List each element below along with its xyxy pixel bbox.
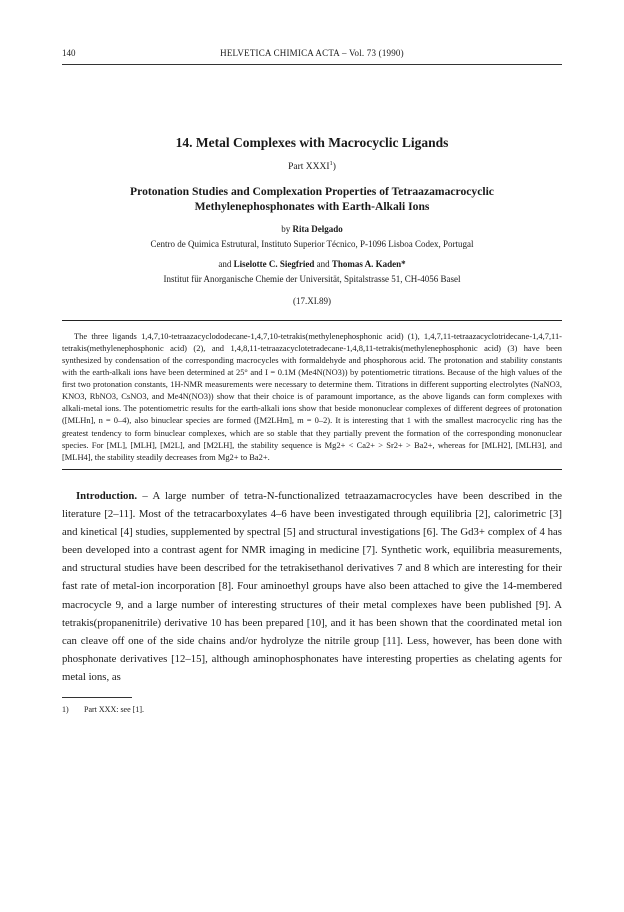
part-footnote-mark: 1: [329, 160, 333, 167]
affiliation-1: Centro de Quimica Estrutural, Instituto Superior Técnico, P-1096 Lisboa Codex, Portugal: [150, 239, 474, 250]
journal-page: [62, 46, 562, 714]
introduction-paragraph: [62, 487, 562, 687]
footnote: [62, 705, 562, 714]
introduction-text: A large number of tetra-N-functionalized tetraazamacrocycles have been described in the literature [2–11]. Most of the tetracarboxylates 4–6 have been investigated through equilibria [2], calorimetric [3] and kinetical [4] studies, supplemented by spectral [5] and structural investigations [6]. The Gd3+ complex of 4 has been developed into a contrast agent for NMR imaging in medicine [7]. Synthetic work, equilibria measurements, and structural studies have been described for the tetrakisethanol derivatives 7 and 8 which are interesting for their fast rate of metal-ion incorporation [8]. Four aminoethyl groups have also been attached to give the 14-membered macrocycle 9, and a large number of interesting structures of their metal complexes have been published [9]. A tetrakis(propanenitrile) derivative 10 has been prepared [10], and it has been shown that the coordinated metal ion can cleave off one of the side chains and/or hydrolyze the nitrile group [11]. Less, however, has been done with phosphonate derivatives [12–15], although aminophosphonates have interesting properties as chelating agents for metal ions, as: [62, 489, 562, 684]
author-name: Thomas A. Kaden*: [331, 259, 406, 270]
part-suffix: ): [332, 162, 336, 173]
heading-dash: –: [137, 489, 153, 502]
author-joiner: and: [314, 259, 332, 270]
journal-header: HELVETICA CHIMICA ACTA – Vol. 73 (1990): [220, 48, 404, 58]
author-name: Rita Delgado: [292, 224, 343, 235]
received-date: (17.XI.89): [293, 296, 331, 307]
article-title: 14. Metal Complexes with Macrocyclic Ligands: [175, 135, 449, 150]
author-name: Liselotte C. Siegfried: [233, 259, 315, 270]
article-subtitle: [62, 184, 562, 214]
abstract-top-rule: [62, 320, 562, 321]
abstract-bottom-rule: [62, 469, 562, 470]
footnote-mark: 1): [62, 705, 69, 715]
affiliation-2: Institut für Anorganische Chemie der Universität, Spitalstrasse 51, CH-4056 Basel: [163, 274, 461, 285]
running-head: [62, 46, 562, 62]
part-label: [62, 160, 562, 172]
page-number: 140: [62, 48, 76, 58]
footnote-text: Part XXX: see [1].: [84, 705, 144, 715]
abstract: The three ligands 1,4,7,10-tetraazacyclododecane-1,4,7,10-tetrakis(methylenephosphonic acid) (1), 1,4,7,11-tetraazacyclotridecane-1,4,7,11-tetrakis(methylenephosphonic acid) (2), and 1,4,8,11-tetraazacyclotetradecane-1,4,8,11-tetrakis(methylenephosphonic acid) (3) have been synthesized by condensation of the corresponding macrocycles with formaldehyde and phosphorous acid. The protonation and stability constants with the earth-alkali ions have been determined at 25° and I = 0.1M (Me4N(NO3)) by potentiometric titrations. Because of the high values of the first two protonation constants, 1H-NMR measurements were necessary to determine them. Titrations in different supporting electrolytes (NaNO3, KNO3, RbNO3, CsNO3, and Me4N(NO3)) show that their choice is of paramount importance, as the above ligands can form complexes with alkali-metal ions. The potentiometric results for the earth-alkali ions show that beside mononuclear complexes of different degrees of protonation ([MLHn], n = 0–4), also binuclear species are formed ([M2LHm], m = 0–2). It is interesting that 1 with the smallest macrocyclic ring has the greatest tendency to form binuclear complexes, which are so stable that they partially prevent the formation of the corresponding mononuclear species. For [ML], [MLH], [M2L], and [M2LH], the stability sequence is Mg2+ < Ca2+ > Sr2+ > Ba2+, whereas for [MLH2], [MLH3], and [MLH4], the stability steadily decreases from Mg2+ to Ba2+.: [62, 331, 562, 462]
section-heading: Introduction.: [76, 489, 138, 502]
subtitle-line: Methylenephosphonates with Earth-Alkali Ions: [194, 200, 430, 214]
author-prefix: by: [281, 224, 293, 235]
author-line-2: [62, 259, 562, 269]
subtitle-line: Protonation Studies and Complexation Properties of Tetraazamacrocyclic: [130, 185, 494, 199]
author-line-1: [62, 224, 562, 234]
author-prefix: and: [218, 259, 234, 270]
footnote-rule: [62, 697, 132, 698]
header-rule: [62, 64, 562, 65]
part-text: Part XXXI: [288, 162, 330, 173]
